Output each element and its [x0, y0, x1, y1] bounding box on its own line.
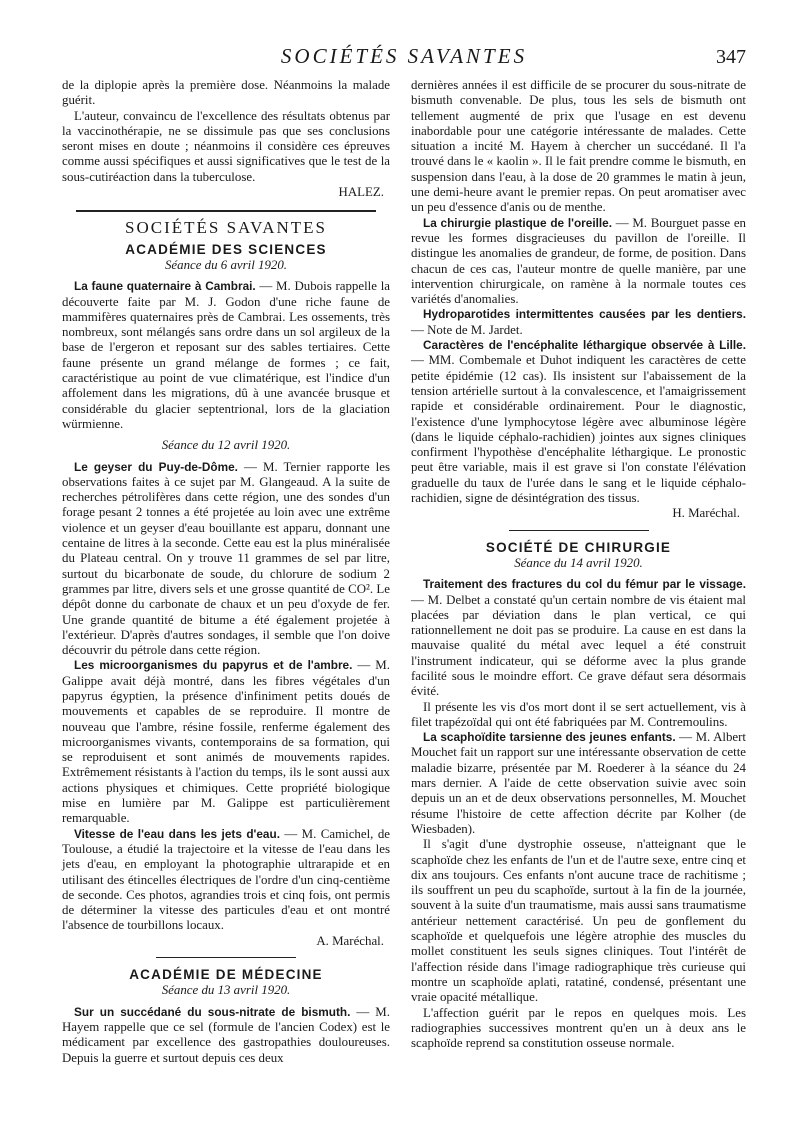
article-oreille: [411, 216, 746, 308]
section-divider: [76, 210, 376, 212]
article-body: — M. Dubois rappelle la découverte faite par M. J. Godon d'une riche faune de mammifères quaternaires près de Cambrai. Les ossements, très nombreux, sont mélangés sans ordre dans un sol argileux de la base de l'ergeron et reposant sur des sables tertiaires. Cette faune présente un grand mélange de formes ; ce fait, caractéristique au point de vue climatérique, est l'indice d'un affolement dans les migrations, dû à une avancée brusque et considérable du glacier septentrional, lors de la glaciation würmienne.: [62, 279, 390, 431]
seance-date: Séance du 14 avril 1920.: [514, 555, 643, 570]
article-title: Sur un succédané du sous-nitrate de bismuth.: [74, 1004, 351, 1019]
article-body: — M. Hayem rappelle que ce sel (formule de l'ancien Codex) est le médicament par excellence des gastropathies douloureuses. Depuis la guerre et surtout depuis ces deux: [62, 1004, 390, 1065]
article-geyser: [62, 460, 390, 659]
article-body: — M. Camichel, de Toulouse, a étudié la trajectoire et la vitesse de l'eau dans les jets d'eau, en employant la photographie ultrarapide et en utilisant des étincelles électriques de l'ordre d'un cinq-centième de seconde. Ces photos, agrandies trois et cinq fois, ont permis de déterminer la vitesse des particules d'eau et ont montré l'absence de tourbillons locaux.: [62, 826, 390, 933]
article-signature: A. Maréchal.: [316, 933, 384, 948]
section-divider: [509, 530, 649, 531]
section-divider: [156, 957, 296, 958]
page-header: [62, 44, 746, 74]
article-bismuth-continued: dernières années il est difficile de se procurer du sous-nitrate de bismuth convenable. De plus, tous les sels de bismuth ont tellement augmenté de prix que l'usage en est devenu inabordable pour une catégorie intéressante de malades. Cette situation a incité M. Hayem à chercher un succédané. Il l'a trouvé dans le « kaolin ». Il le fait prendre comme le bismuth, en suspension dans l'eau, à la dose de 20 grammes le matin à jeun, une demi-heure avant le premier repas. On peut aromatiser avec un peu d'essence d'anis ou de menthe.: [411, 78, 746, 215]
intro-paragraph-2: L'auteur, convaincu de l'excellence des résultats obtenus par la vaccinothérapie, ne se dissimule pas que ses conclusions seront mises en doute ; néanmoins il considère ces épreuves comme aussi spécifiques et aussi significatives que le test de la sous-cutiréaction dans la tuberculose.: [62, 108, 390, 184]
article-scaphoidite-paragraph-2: Il s'agit d'une dystrophie osseuse, n'atteignant que le scaphoïde chez les enfants de l'un et de l'autre sexe, entre cinq et dix ans toujours. Ces enfants n'ont aucune trace de rachitisme ; ils souffrent un peu du scaphoïde, surtout à la fin de la journée, souvent à la suite d'un traumatisme, mais aussi sans traumatisme antérieur nettement caractérisé. Un peu de gonflement du scaphoïde et quelquefois une légère atrophie des muscles du mollet constituent les seuls signes cliniques. Tout l'intérêt de l'affection réside dans l'image radiographique très curieuse qui montre un scaphoïde aplati, ratatiné, condensé, présentant une vraie opacité métallique.: [411, 837, 746, 1005]
page-number: 347: [716, 46, 746, 68]
academie-sciences-heading: ACADÉMIE DES SCIENCES: [125, 241, 327, 257]
article-femur-paragraph-2: Il présente les vis d'os mort dont il se sert actuellement, vis à filet trapézoïdal qui ont été fabriquées par M. Contremoulins.: [411, 699, 746, 729]
right-column: [411, 78, 746, 1051]
intro-paragraph-1: de la diplopie après la première dose. Néanmoins la malade guérit.: [62, 78, 390, 108]
article-body: — M. Bourguet passe en revue les formes disgracieuses du pavillon de l'oreille. Il distingue les anomalies de grandeur, de forme, de position. Dans chacun de ces cas, l'auteur montre de quelle manière, par une intervention chirurgicale, on ramène à la normale toutes ces variétés d'anomalies.: [411, 215, 746, 307]
academie-medecine-heading: ACADÉMIE DE MÉDECINE: [129, 967, 323, 983]
article-bismuth: [62, 1005, 390, 1066]
article-title: Le geyser du Puy-de-Dôme.: [74, 459, 238, 474]
societe-chirurgie-heading: SOCIÉTÉ DE CHIRURGIE: [485, 539, 672, 555]
left-column: [62, 78, 390, 1066]
article-title: Les microorganismes du papyrus et de l'ambre.: [74, 658, 353, 673]
article-encephalite: [411, 338, 746, 506]
article-hydroparotides: [411, 307, 746, 338]
section-title: SOCIÉTÉS SAVANTES: [125, 218, 327, 238]
article-body: — M. Ternier rapporte les observations faites à ce sujet par M. Glangeaud. A la suite de recherches pétrolifères dans cette région, une des sondes d'un forage pesant 2 tonnes a été projetée au loin avec une extrême violence et un geyser d'eau bouillante est apparu, donnant une centaine de litres à la seconde. Cette eau est la plus minéralisée du Plateau central. On y trouve 11 grammes de sel par litre, surtout du bicarbonate de soude, du chlorure de sodium 2 grammes par litre, divers sels et une grosse quantité de CO². Le dépôt donne du carbonate de chaux et un peu d'oxyde de fer. Une grande quantité de bitume a été également projetée à l'extérieur. D'après d'autres sondages, il semble que l'on doive découvrir du pétrole dans cette région.: [62, 459, 390, 658]
article-scaphoidite: [411, 730, 746, 837]
running-title: SOCIÉTÉS SAVANTES: [280, 44, 528, 68]
article-body: — M. Delbet a constaté qu'un certain nombre de vis étaient mal placées par déviation dans le plan vertical, ce qui rationnellement ne doit pas se produire. La cause en est dans la mauvaise qualité du métal avec lequel a été construit l'instrument indicateur, qui se déforme avec la plus grande facilité sous le moindre effort. Ce grave défaut sera désormais évité.: [411, 592, 746, 699]
article-title: Hydroparotides intermittentes causées par les dentiers.: [423, 307, 746, 322]
article-faune: [62, 279, 390, 432]
article-title: La scaphoïdite tarsienne des jeunes enfants.: [423, 730, 676, 745]
article-body: — M. Albert Mouchet fait un rapport sur une intéressante observation de cette maladie bizarre, présentée par M. Roederer à la séance du 24 mars dernier. A l'aide de cette observation suivie avec soin depuis un an et de deux observations personnelles, M. Mouchet résume l'histoire de cette affection décrite par Kolher (de Wiesbaden).: [411, 730, 747, 836]
article-scaphoidite-paragraph-3: L'affection guérit par le repos en quelques mois. Les radiographies successives montrent qu'en un à deux ans le scaphoïde reprend sa constitution osseuse normale.: [411, 1005, 746, 1051]
seance-date: Séance du 13 avril 1920.: [161, 983, 291, 998]
seance-date: Séance du 12 avril 1920.: [161, 438, 291, 453]
article-body: — MM. Combemale et Duhot indiquent les caractères de cette petite épidémie (12 cas). Ils insistent sur l'abaissement de la tension artérielle surtout à la convalescence, et l'amaigrissement rapide et considérable ordinairement. Pour le diagnostic, l'existence d'une lymphocytose légère avec albuminose légère (dans le liquide céphalo-rachidien) jointes aux signes cliniques confirment l'hypothèse d'encéphalite léthargique. Le pronostic peut être variable, mais il est grave si l'on constate l'élévation graduelle du taux de l'urée dans le sang et le liquide céphalo-rachidien, signe de désintégration des tissus.: [411, 353, 746, 506]
intro-signature: HALEZ.: [338, 185, 384, 200]
article-title: Vitesse de l'eau dans les jets d'eau.: [74, 826, 280, 841]
article-signature: H. Maréchal.: [672, 506, 740, 521]
article-title: La chirurgie plastique de l'oreille.: [423, 215, 612, 230]
article-microorganismes: [62, 658, 390, 826]
article-title: La faune quaternaire à Cambrai.: [74, 279, 256, 294]
seance-date: Séance du 6 avril 1920.: [164, 257, 288, 272]
article-title: Caractères de l'encéphalite léthargique observée à Lille.: [423, 338, 746, 353]
article-title: Traitement des fractures du col du fémur par le vissage.: [423, 577, 746, 592]
article-vitesse: [62, 827, 390, 934]
article-body: — Note de M. Jardet.: [411, 322, 523, 337]
article-femur: [411, 577, 746, 699]
article-body: — M. Galippe avait déjà montré, dans les fibres végétales d'un papyrus égyptien, la présence d'infiniment petits doués de mouvements et capables de se reproduire. Il montre de nouveau que l'ambre, résine fossile, renferme également des microorganismes vivants, contemporains de sa formation, qui se reproduisent et sont animés de mouvements rapides. Extrêmement résistants à l'action du temps, ils le sont aussi aux actions physiques et chimiques. Cette propriété biologique mise en lumière par M. Galippe est particulièrement remarquable.: [62, 658, 390, 826]
